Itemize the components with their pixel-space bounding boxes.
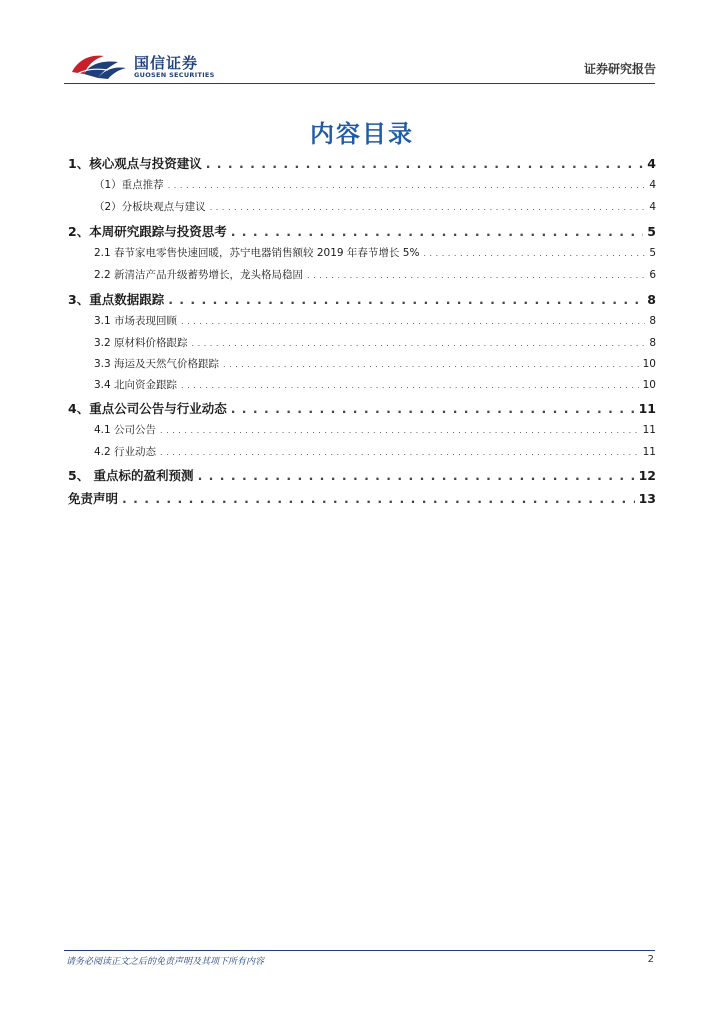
toc-entry[interactable] (68, 267, 656, 287)
toc-entry-page-number: 10 (642, 379, 656, 391)
toc-dot-leader (160, 448, 639, 457)
toc-dot-leader (206, 156, 644, 171)
toc-dot-leader (181, 381, 639, 390)
toc-entry-label: 4.2 行业动态 (94, 446, 157, 458)
toc-entry-page-number: 4 (649, 201, 656, 213)
toc-title: 内容目录 (310, 120, 414, 148)
toc-entry[interactable] (68, 313, 656, 333)
toc-entry-page-number: 5 (647, 224, 656, 239)
toc-entry-page-number: 6 (649, 269, 656, 281)
toc-entry[interactable] (68, 489, 656, 509)
toc-entry-label: 5、 重点标的盈利预测 (68, 468, 194, 483)
toc-entry-label: 3、重点数据跟踪 (68, 292, 165, 307)
toc-entry-label: 4、重点公司公告与行业动态 (68, 401, 227, 416)
toc-entry-label: 免责声明 (68, 491, 119, 506)
brand-name: 国信证券 (134, 54, 199, 72)
toc-entry-label: （2）分板块观点与建议 (94, 201, 206, 213)
toc-entry-label: 2.1 春节家电零售快速回暖，苏宁电器销售额较 2019 年春节增长 5% (94, 247, 420, 259)
toc-entry[interactable] (68, 177, 656, 197)
toc-entry-page-number: 8 (649, 337, 656, 349)
toc-entry-label: 3.1 市场表现回顾 (94, 315, 178, 327)
toc-entry[interactable] (68, 356, 656, 376)
toc-entry-label: 3.3 海运及天然气价格跟踪 (94, 358, 220, 370)
toc-dot-leader (181, 317, 645, 326)
disclaimer-notice: 请务必阅读正文之后的免责声明及其项下所有内容 (66, 957, 265, 967)
toc-dot-leader (223, 360, 639, 369)
toc-entry-page-number: 11 (642, 446, 656, 458)
toc-entry[interactable] (68, 154, 656, 174)
toc-entry-page-number: 8 (647, 292, 656, 307)
toc-dot-leader (231, 224, 644, 239)
toc-entry-label: （1）重点推荐 (94, 179, 164, 191)
toc-entry-label: 4.1 公司公告 (94, 424, 157, 436)
toc-entry[interactable] (68, 335, 656, 355)
page-header (68, 46, 656, 86)
toc-entry-page-number: 5 (649, 247, 656, 259)
toc-entry-page-number: 11 (638, 401, 656, 416)
toc-entry-page-number: 12 (638, 468, 656, 483)
toc-dot-leader (168, 292, 643, 307)
toc-dot-leader (122, 491, 635, 506)
toc-entry-page-number: 10 (642, 358, 656, 370)
toc-entry-page-number: 13 (638, 491, 656, 506)
toc-dot-leader (198, 468, 635, 483)
toc-dot-leader (210, 203, 646, 212)
toc-entry[interactable] (68, 466, 656, 486)
guosen-logo-icon (68, 50, 128, 80)
toc-dot-leader (231, 401, 635, 416)
toc-entry[interactable] (68, 245, 656, 265)
toc-entry-page-number: 4 (647, 156, 656, 171)
toc-dot-leader (168, 181, 646, 190)
report-type-label: 证券研究报告 (583, 62, 656, 76)
toc-entry-label: 2.2 新清洁产品升级蓄势增长，龙头格局稳固 (94, 269, 304, 281)
toc-entry-page-number: 8 (649, 315, 656, 327)
toc-entry[interactable] (68, 222, 656, 242)
header-divider (64, 83, 655, 84)
toc-entry[interactable] (68, 290, 656, 310)
toc-entry[interactable] (68, 444, 656, 464)
toc-entry[interactable] (68, 399, 656, 419)
toc-dot-leader (160, 426, 639, 435)
toc-dot-leader (307, 271, 645, 280)
toc-entry-label: 3.4 北向资金跟踪 (94, 379, 178, 391)
toc-entry-label: 3.2 原材料价格跟踪 (94, 337, 188, 349)
footer-divider (64, 950, 655, 951)
toc-entry-page-number: 4 (649, 179, 656, 191)
toc-entry-page-number: 11 (642, 424, 656, 436)
toc-entry[interactable] (68, 422, 656, 442)
toc-dot-leader (423, 249, 645, 258)
toc-entry[interactable] (68, 199, 656, 219)
brand-name-english: GUOSEN SECURITIES (134, 71, 215, 79)
toc-dot-leader (192, 339, 646, 348)
toc-entry-label: 2、本周研究跟踪与投资思考 (68, 224, 227, 239)
toc-entry-label: 1、核心观点与投资建议 (68, 156, 202, 171)
page-number: 2 (647, 954, 654, 965)
toc-entry[interactable] (68, 377, 656, 397)
